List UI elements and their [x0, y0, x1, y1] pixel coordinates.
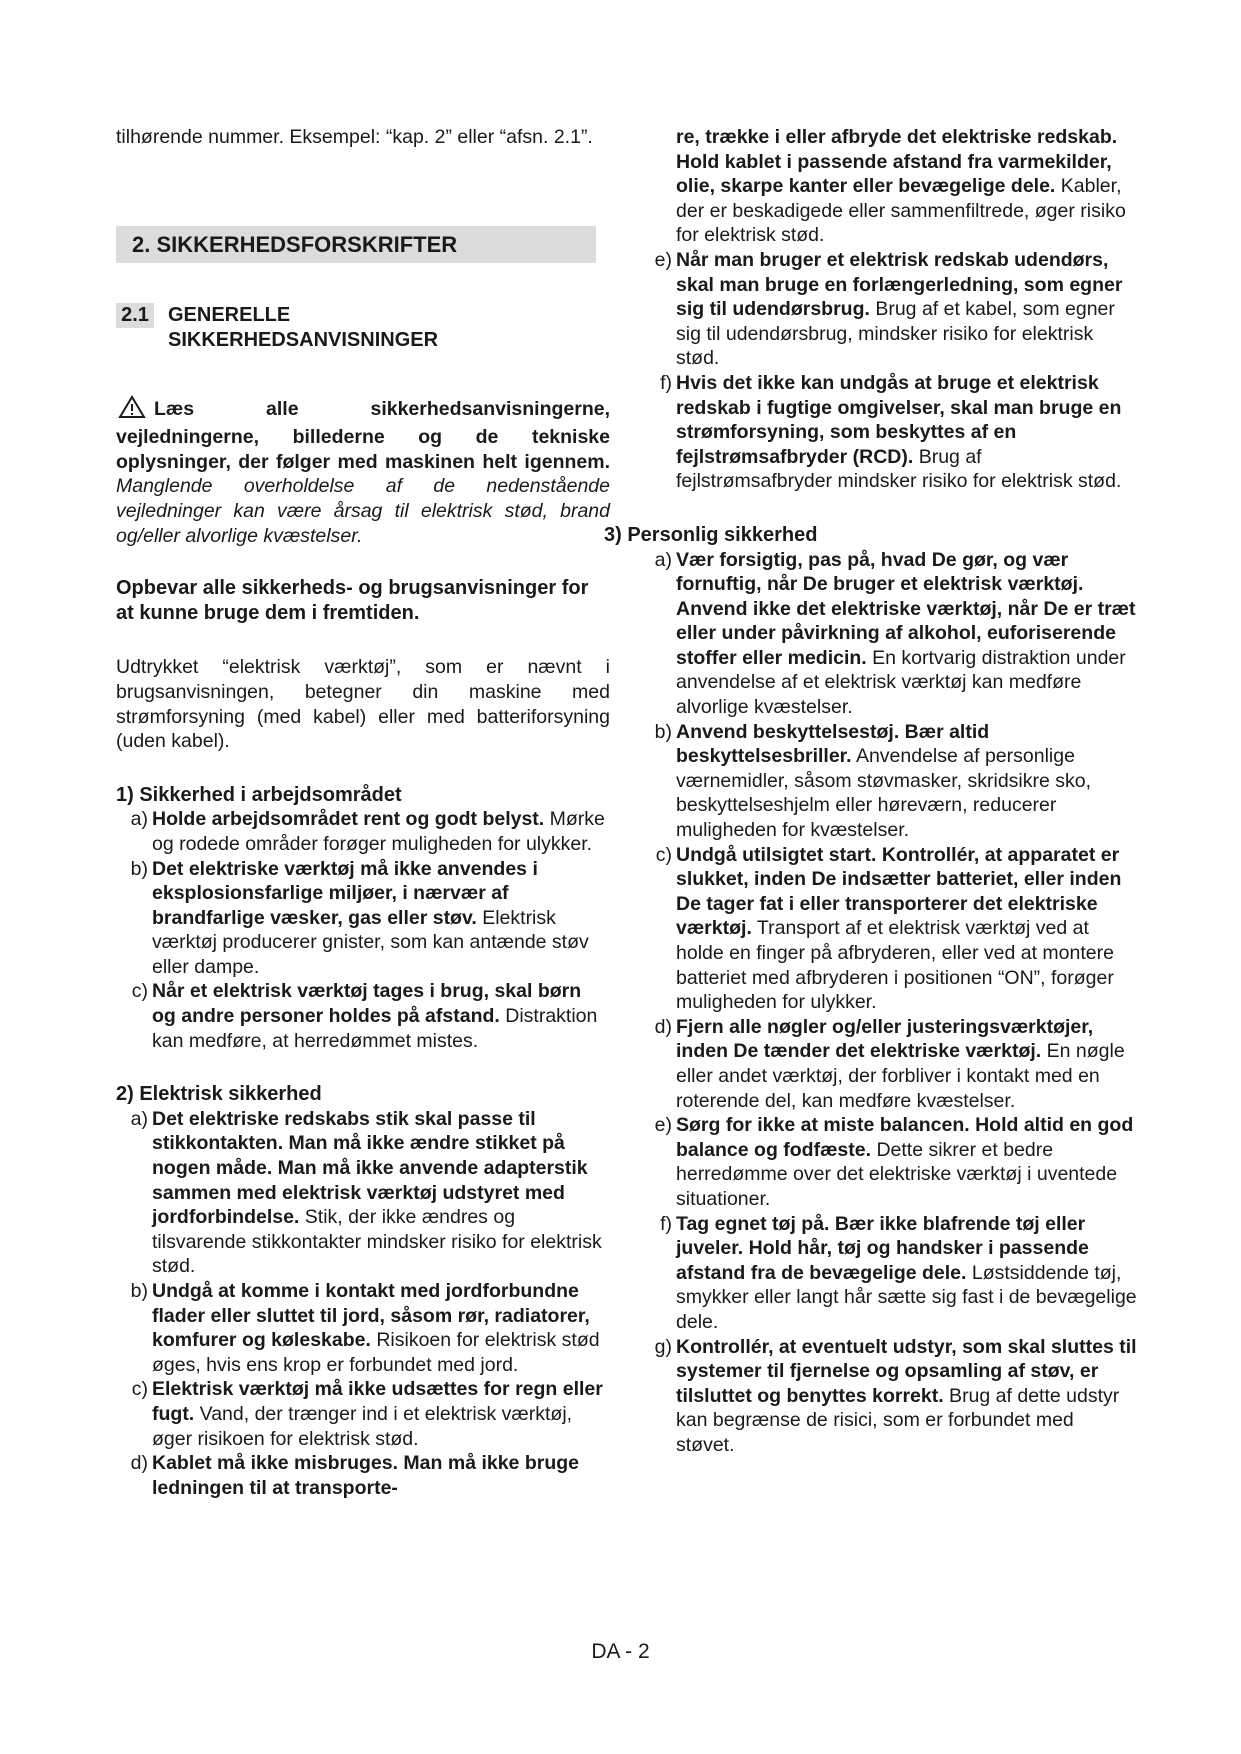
item-text: Elektrisk værktøj producerer gnister, som kan antænde støv eller dampe. [152, 906, 589, 978]
list-item [116, 1107, 610, 1279]
item-letter: b) [130, 1280, 148, 1302]
item-letter: a) [130, 808, 148, 831]
list-item [640, 1212, 1137, 1335]
subsection-title-line-2: SIKKERHEDSANVISNINGER [168, 328, 439, 351]
item-body [676, 1015, 1137, 1113]
item-body [152, 857, 610, 980]
item-body [676, 1113, 1137, 1211]
item-letter: e) [654, 248, 672, 271]
item-text: Vand, der trænger ind i et elektrisk værktøj, øger risikoen for elektrisk stød. [152, 1402, 573, 1450]
list-item-continued [640, 125, 1137, 248]
item-letter: d) [130, 1452, 148, 1475]
item-bold: Det elektriske redskabs stik skal passe til stikkontakten. Man må ikke ændre stikket på nogen måde. Man må ikke anvende adapterstik sammen med elektrisk værktøj udstyret med jordforbindelse. [152, 1107, 588, 1229]
item-text: Brug af et kabel, som egner sig til udendørsbrug, mindsker risiko for elektrisk stød. [676, 298, 1115, 370]
item-bold: Hvis det ikke kan undgås at bruge et elektrisk redskab i fugtige omgivelser, skal man bruge en strømforsyning, som beskyttes af en fejlstrømsafbryder (RCD). [676, 371, 1122, 468]
list-item [640, 548, 1137, 720]
item-bold: Undgå utilsigtet start. Kontrollér, at apparatet er slukket, inden De indsætter batteriet, eller inden De tager fat i eller transporterer det elektriske værktøj. [676, 843, 1122, 940]
group-title: 3) Personlig sikkerhed [604, 523, 818, 546]
group-title: 1) Sikkerhed i arbejdsområdet [116, 783, 402, 806]
item-text: Brug af fejlstrømsafbryder mindsker risiko for elektrisk stød. [676, 445, 1122, 493]
item-body [676, 720, 1137, 843]
item-body [676, 548, 1137, 720]
item-text: Kabler, der er beskadigede eller sammenfiltrede, øger risiko for elektrisk stød. [676, 175, 1126, 247]
item-text: En kortvarig distraktion under anvendelse af et elektrisk værktøj kan medføre alvorlige kvæstelser. [676, 646, 1126, 719]
item-letter: c) [131, 1378, 148, 1401]
item-body [152, 979, 610, 1053]
item-text: Brug af dette udstyr kan begrænse de risici, som er forbundet med støvet. [676, 1384, 1120, 1456]
item-bold: re, trække i eller afbryde det elektriske redskab. Hold kablet i passende afstand fra varmekilder, olie, skarpe kanter eller bevægelige dele. [676, 126, 1118, 198]
item-text: Risikoen for elektrisk stød øges, hvis ens krop er forbundet med jord. [152, 1329, 600, 1376]
item-bold: Fjern alle nøgler og/eller justeringsværktøjer, inden De tænder det elektriske værktøj. [676, 1015, 1094, 1063]
warning-triangle-icon [118, 395, 146, 426]
group-work-area [116, 783, 610, 1054]
item-body [676, 371, 1137, 494]
item-body [676, 248, 1137, 371]
item-letter: e) [654, 1114, 672, 1137]
item-body [676, 1335, 1137, 1458]
item-text: Distraktion kan medføre, at herredømmet mistes. [152, 1005, 598, 1052]
item-body [676, 843, 1137, 1015]
item-bold: Undgå at komme i kontakt med jordforbundne flader eller sluttet til jord, såsom rør, radiatorer, komfurer og køleskabe. [152, 1280, 590, 1352]
list-item [116, 1279, 610, 1377]
item-letter: c) [131, 980, 148, 1003]
item-bold: Anvend beskyttelsestøj. Bær altid beskyttelsesbriller. [676, 720, 990, 768]
item-letter: d) [654, 1015, 672, 1038]
warning-bold-text: Læs alle sikkerhedsanvisningerne, vejledningerne, billederne og de tekniske oplysninger, der følger med maskinen helt igennem. [116, 397, 610, 473]
definition-paragraph: Udtrykket “elektrisk værktøj”, som er nævnt i brugsanvisningen, betegner din maskine med strømforsyning (med kabel) eller med batteriforsyning (uden kabel). [116, 656, 610, 753]
item-bold: Når et elektrisk værktøj tages i brug, skal børn og andre personer holdes på afstand. [152, 980, 582, 1028]
list-item [640, 720, 1137, 843]
subsection-heading [116, 303, 610, 353]
item-text: Mørke og rodede områder forøger muligheden for ulykker. [152, 808, 605, 855]
item-bold: Sørg for ikke at miste balancen. Hold altid en god balance og fodfæste. [676, 1114, 1134, 1161]
item-bold: Holde arbejdsområdet rent og godt belyst. [152, 808, 545, 831]
item-body [152, 1451, 610, 1500]
item-body [676, 1212, 1137, 1335]
group-personal-safety [604, 523, 1137, 1458]
item-bold: Kontrollér, at eventuelt udstyr, som skal sluttes til systemer til fjernelse og opsamling af støv, er tilsluttet og benyttes korrekt. [676, 1335, 1137, 1407]
item-text: Transport af et elektrisk værktøj ved at holde en finger på afbryderen, eller ved at montere batteriet med afbryderen i positionen “ON”, forøger muligheden for ulykker. [676, 917, 1114, 1014]
item-letter: f) [660, 371, 672, 394]
item-body [676, 125, 1137, 248]
list-item [116, 979, 610, 1053]
list-item [640, 248, 1137, 371]
list-item [640, 1335, 1137, 1458]
item-text: Løstsiddende tøj, smykker eller langt hår sætte sig fast i de bevægelige dele. [676, 1261, 1137, 1333]
subsection-title-line-1: GENERELLE [168, 303, 291, 326]
warning-italic-text: Manglende overholdelse af de nedenstående vejledninger kan være årsag til elektrisk stød, brand og/eller alvorlige kvæstelser. [116, 475, 610, 547]
item-text: Stik, der ikke ændres og tilsvarende stikkontakter mindsker risiko for elektrisk stød. [152, 1206, 602, 1278]
group-title: 2) Elektrisk sikkerhed [116, 1083, 322, 1106]
item-letter: c) [655, 843, 672, 866]
list-item [116, 1451, 610, 1500]
item-bold: Tag egnet tøj på. Bær ikke blafrende tøj eller juveler. Hold hår, tøj og handsker i passende afstand fra de bevægelige dele. [676, 1212, 1089, 1284]
item-bold: Det elektriske værktøj må ikke anvendes i eksplosionsfarlige miljøer, i nærvær af brandfarlige væsker, gas eller støv. [152, 857, 538, 929]
item-letter: f) [660, 1212, 672, 1235]
item-body [152, 807, 610, 856]
item-bold: Elektrisk værktøj må ikke udsættes for regn eller fugt. [152, 1378, 603, 1425]
page-number: DA - 2 [591, 1640, 650, 1663]
list-item [116, 807, 610, 856]
list-item [116, 857, 610, 980]
subsection-title [168, 303, 438, 353]
item-letter: a) [130, 1107, 148, 1130]
item-bold: Vær forsigtig, pas på, hvad De gør, og vær fornuftig, når De bruger et elektrisk værktøj. Anvend ikke det elektriske værktøj, når De er træt eller under påvirkning af alkohol, euforiserende stoffer eller medicin. [676, 548, 1136, 669]
warning-paragraph [116, 395, 610, 549]
list-item [640, 843, 1137, 1015]
subsection-number: 2.1 [116, 303, 154, 328]
left-column [116, 125, 610, 1500]
item-body [152, 1279, 610, 1377]
group-electrical-safety [116, 1082, 610, 1500]
item-bold: Kablet må ikke misbruges. Man må ikke bruge ledningen til at transporte- [152, 1452, 579, 1499]
list-item [116, 1377, 610, 1451]
section-heading: 2. SIKKERHEDSFORSKRIFTER [116, 226, 596, 263]
item-text: Anvendelse af personlige værnemidler, såsom støvmasker, skridsikre sko, beskyttelseshjelm eller høreværn, reducerer muligheden for kvæstelser. [676, 745, 1092, 842]
list-item [640, 371, 1137, 494]
item-letter: b) [654, 720, 672, 743]
keep-instructions: Opbevar alle sikkerheds- og brugsanvisninger for at kunne bruge dem i fremtiden. [116, 577, 589, 624]
item-text: En nøgle eller andet værktøj, der forbliver i kontakt med en roterende del, kan medføre kvæstelser. [676, 1040, 1125, 1112]
item-bold: Når man bruger et elektrisk redskab udendørs, skal man bruge en forlængerledning, som egner sig til udendørsbrug. [676, 248, 1123, 321]
right-column [604, 125, 1137, 1457]
item-body [152, 1107, 610, 1279]
item-text: Dette sikrer et bedre herredømme over det elektriske værktøj i uventede situationer. [676, 1138, 1118, 1210]
item-body [152, 1377, 610, 1451]
list-item [640, 1113, 1137, 1211]
item-letter: b) [130, 857, 148, 880]
item-letter: a) [654, 548, 672, 571]
intro-paragraph: tilhørende nummer. Eksempel: “kap. 2” eller “afsn. 2.1”. [116, 126, 593, 148]
list-item [640, 1015, 1137, 1113]
item-letter: g) [654, 1335, 672, 1358]
